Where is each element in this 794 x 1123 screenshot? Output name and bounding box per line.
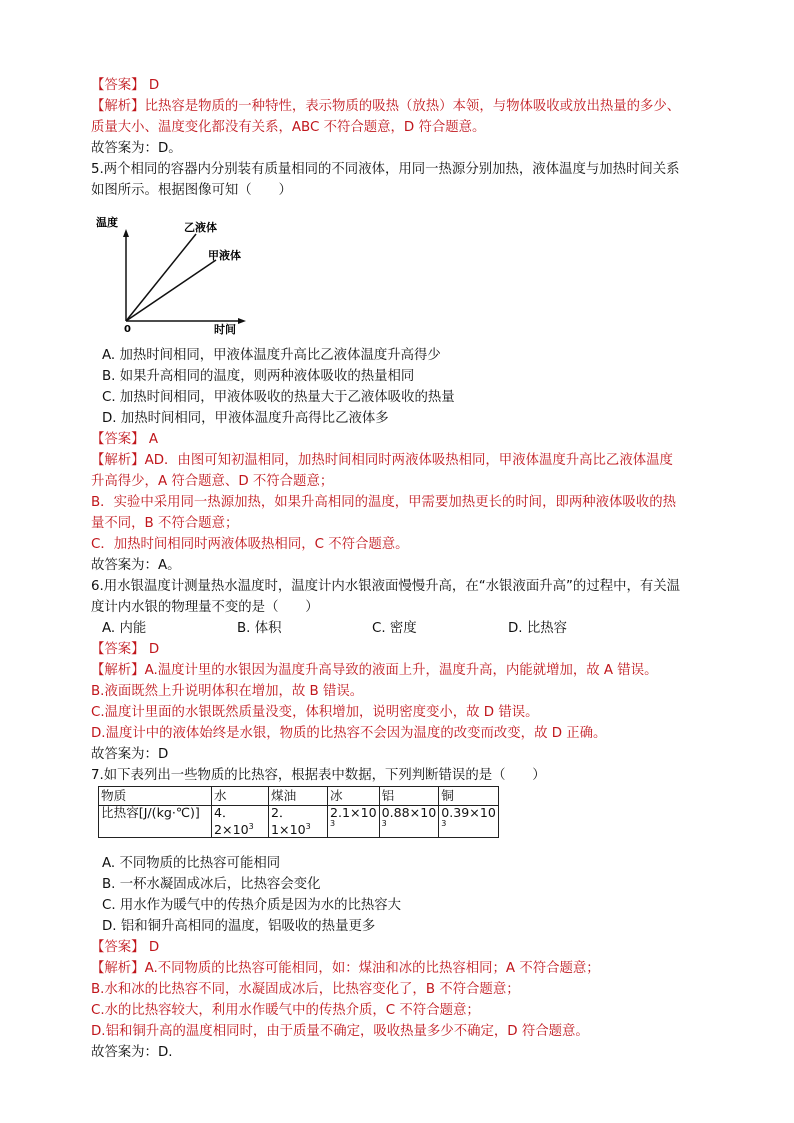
answer-value: A bbox=[148, 432, 158, 447]
q6-analysis-line-1: 【解析】A.温度计里的水银因为温度升高导致的液面上升，温度升高，内能就增加，故 A 错误。 bbox=[91, 663, 658, 678]
table-cell: 2.1×10 3 bbox=[328, 806, 380, 838]
analysis-tag: 【解析】 bbox=[91, 663, 145, 678]
answer-tag: 【答案】 bbox=[91, 78, 145, 93]
q7-analysis-line-1: 【解析】A.不同物质的比热容可能相同，如：煤油和冰的比热容相同；A 不符合题意； bbox=[91, 961, 600, 976]
table-row bbox=[99, 806, 499, 838]
q6-analysis-line-4: D.温度计中的液体始终是水银，物质的比热容不会因为温度的改变而改变，故 D 正确。 bbox=[91, 726, 607, 741]
table-cell: 0.39×10 3 bbox=[439, 806, 499, 838]
q4-answer-line bbox=[91, 77, 159, 95]
q6-analysis-line-3: C.温度计里面的水银既然质量没变，体积增加，说明密度变小，故 D 错误。 bbox=[91, 705, 539, 720]
line-a bbox=[126, 260, 216, 321]
answer-tag: 【答案】 bbox=[91, 432, 145, 447]
analysis-tag: 【解析】 bbox=[91, 961, 145, 976]
q6-option-d: D. 比热容 bbox=[508, 621, 567, 636]
table-header-cell: 铝 bbox=[379, 787, 439, 806]
q6-answer-line bbox=[91, 641, 159, 659]
q7-option-a: A. 不同物质的比热容可能相同 bbox=[102, 856, 281, 871]
q7-analysis-line-4: D.铝和铜升高的温度相同时，由于质量不确定，吸收热量多少不确定，D 符合题意。 bbox=[91, 1024, 589, 1039]
x-axis-label: 时间 bbox=[214, 323, 236, 335]
x-axis-arrow bbox=[238, 318, 246, 324]
q7-stem: 7.如下表列出一些物质的比热容，根据表中数据，下列判断错误的是（ ） bbox=[91, 768, 546, 783]
line-b-label: 乙液体 bbox=[184, 221, 217, 234]
q4-conclusion: 故答案为：D。 bbox=[91, 141, 182, 156]
q5-option-a: A. 加热时间相同，甲液体温度升高比乙液体温度升高得少 bbox=[102, 348, 441, 363]
answer-tag: 【答案】 bbox=[91, 940, 145, 955]
table-header-cell: 物质 bbox=[99, 787, 212, 806]
answer-tag: 【答案】 bbox=[91, 642, 145, 657]
q7-option-b: B. 一杯水凝固成冰后，比热容会变化 bbox=[102, 877, 321, 892]
q6-analysis-line-2: B.液面既然上升说明体积在增加，故 B 错误。 bbox=[91, 684, 364, 699]
q5-answer-line bbox=[91, 431, 158, 449]
q4-analysis-line-2: 质量大小、温度变化都没有关系，ABC 不符合题意，D 符合题意。 bbox=[91, 120, 486, 135]
analysis-tag: 【解析】 bbox=[91, 99, 145, 114]
table-header-row bbox=[99, 787, 499, 806]
q5-stem-line-1: 5.两个相同的容器内分别装有质量相同的不同液体，用同一热源分别加热，液体温度与加热时间关系 bbox=[91, 162, 680, 177]
q7-option-c: C. 用水作为暖气中的传热介质是因为水的比热容大 bbox=[102, 898, 402, 913]
temperature-time-graph bbox=[96, 215, 256, 335]
q5-analysis-line-3: B．实验中采用同一热源加热，如果升高相同的温度，甲需要加热更长的时间，即两种液体吸收的热 bbox=[91, 495, 676, 510]
origin-label: 0 bbox=[124, 324, 131, 335]
q6-option-a: A. 内能 bbox=[102, 621, 147, 636]
table-cell: 0.88×10 3 bbox=[379, 806, 439, 838]
q6-stem-line-2: 度计内水银的物理量不变的是（ ） bbox=[91, 600, 319, 615]
table-cell: 2．$1\times 10^3$ bbox=[269, 806, 328, 838]
answer-value: D bbox=[148, 642, 160, 657]
q6-stem-line-1: 6.用水银温度计测量热水温度时，温度计内水银液面慢慢升高，在“水银液面升高”的过程中，有关温 bbox=[91, 579, 681, 594]
q5-option-c: C. 加热时间相同，甲液体吸收的热量大于乙液体吸收的热量 bbox=[102, 390, 455, 405]
q6-option-b: B. 体积 bbox=[237, 621, 282, 636]
q7-answer-line bbox=[91, 939, 159, 957]
q6-conclusion: 故答案为：D bbox=[91, 747, 169, 762]
table-row-label: 比热容[J/(kg·℃)] bbox=[99, 806, 212, 838]
q5-analysis-line-4: 量不同，B 不符合题意； bbox=[91, 516, 239, 531]
answer-value: D bbox=[148, 940, 160, 955]
line-b bbox=[126, 234, 196, 321]
q7-option-d: D. 铝和铜升高相同的温度，铝吸收的热量更多 bbox=[102, 919, 376, 934]
q5-stem-line-2: 如图所示。根据图像可知（ ） bbox=[91, 183, 292, 198]
table-header-cell: 铜 bbox=[439, 787, 499, 806]
answer-value: D bbox=[148, 78, 160, 93]
q6-option-c: C. 密度 bbox=[372, 621, 417, 636]
table-header-cell: 冰 bbox=[328, 787, 380, 806]
y-axis-arrow bbox=[123, 229, 129, 237]
q7-analysis-line-2: B.水和冰的比热容不同，水凝固成冰后，比热容变化了，B 不符合题意； bbox=[91, 982, 520, 997]
q7-analysis-line-3: C.水的比热容较大，利用水作暖气中的传热介质，C 不符合题意； bbox=[91, 1003, 480, 1018]
q4-analysis-line-1: 【解析】比热容是物质的一种特性，表示物质的吸热（放热）本领，与物体吸收或放出热量的多少、 bbox=[91, 99, 681, 114]
q5-analysis-line-5: C．加热时间相同时两液体吸热相同，C 不符合题意。 bbox=[91, 537, 409, 552]
q7-conclusion: 故答案为：D. bbox=[91, 1045, 173, 1060]
q5-option-d: D. 加热时间相同，甲液体温度升高得比乙液体多 bbox=[102, 411, 389, 426]
q5-conclusion: 故答案为：A。 bbox=[91, 558, 181, 573]
table-header-cell: 煤油 bbox=[269, 787, 328, 806]
y-axis-label: 温度 bbox=[96, 216, 118, 229]
specific-heat-table bbox=[98, 786, 499, 838]
table-header-cell: 水 bbox=[212, 787, 269, 806]
line-a-label: 甲液体 bbox=[208, 249, 241, 262]
q5-option-b: B. 如果升高相同的温度，则两种液体吸收的热量相同 bbox=[102, 369, 415, 384]
q5-analysis-line-1: 【解析】AD．由图可知初温相同，加热时间相同时两液体吸热相同，甲液体温度升高比乙液体温度 bbox=[91, 453, 673, 468]
analysis-tag: 【解析】 bbox=[91, 453, 145, 468]
table-cell: 4．$2\times 10^3$ bbox=[212, 806, 269, 838]
q5-analysis-line-2: 升高得少，A 符合题意、D 不符合题意； bbox=[91, 474, 334, 489]
